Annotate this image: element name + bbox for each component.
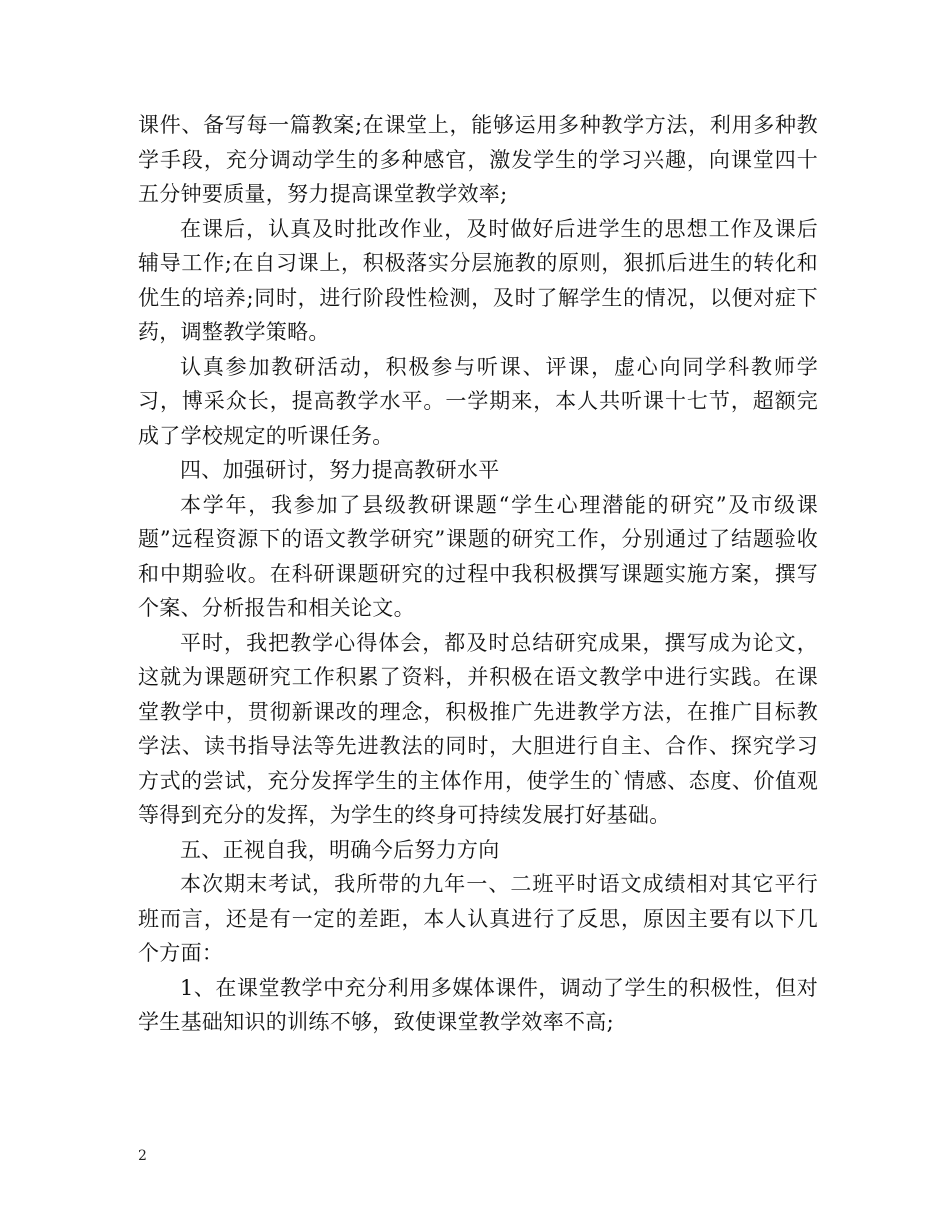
paragraph-final-exam: 本次期末考试，我所带的九年一、二班平时语文成绩相对其它平行班而言，还是有一定的差距，本人认真进行了反思，原因主要有以下几个方面： [138, 872, 818, 965]
section-heading-four: 四、加强研讨，努力提高教研水平 [180, 458, 500, 482]
paragraph-after-class: 在课后，认真及时批改作业，及时做好后进学生的思想工作及课后辅导工作;在自习课上，积极落实分层施教的原则，狠抓后进生的转化和优生的培养;同时，进行阶段性检测，及时了解学生的情况，以便对症下药，调整教学策略。 [138, 216, 818, 344]
paragraph-teaching-research: 认真参加教研活动，积极参与听课、评课，虚心向同学科教师学习，博采众长，提高教学水平。一学期来，本人共听课十七节，超额完成了学校规定的听课任务。 [138, 354, 818, 448]
paragraph-research-projects: 本学年，我参加了县级教研课题“学生心理潜能的研究”及市级课题”远程资源下的语文教学研究”课题的研究工作，分别通过了结题验收和中期验收。在科研课题研究的过程中我积极撰写课题实施方案，撰写个案、分析报告和相关论文。 [138, 492, 818, 620]
paragraph-reason-one: 1、在课堂教学中充分利用多媒体课件，调动了学生的积极性，但对学生基础知识的训练不够，致使课堂教学效率不高; [138, 975, 818, 1034]
paragraph-daily-practice: 平时，我把教学心得体会，都及时总结研究成果，撰写成为论文，这就为课题研究工作积累了资料，并积极在语文教学中进行实践。在课堂教学中，贯彻新课改的理念，积极推广先进教学方法，在推广目标教学法、读书指导法等先进教法的同时，大胆进行自主、合作、探究学习方式的尝试，充分发挥学生的主体作用，使学生的`情感、态度、价值观等得到充分的发挥，为学生的终身可持续发展打好基础。 [138, 630, 818, 827]
section-heading-five: 五、正视自我，明确今后努力方向 [180, 837, 500, 862]
paragraph-continuation: 课件、备写每一篇教案;在课堂上，能够运用多种教学方法，利用多种教学手段，充分调动学生的多种感官，激发学生的学习兴趣，向课堂四十五分钟要质量，努力提高课堂教学效率; [138, 113, 818, 206]
document-body [138, 108, 818, 1040]
page-number: 2 [138, 1148, 147, 1164]
